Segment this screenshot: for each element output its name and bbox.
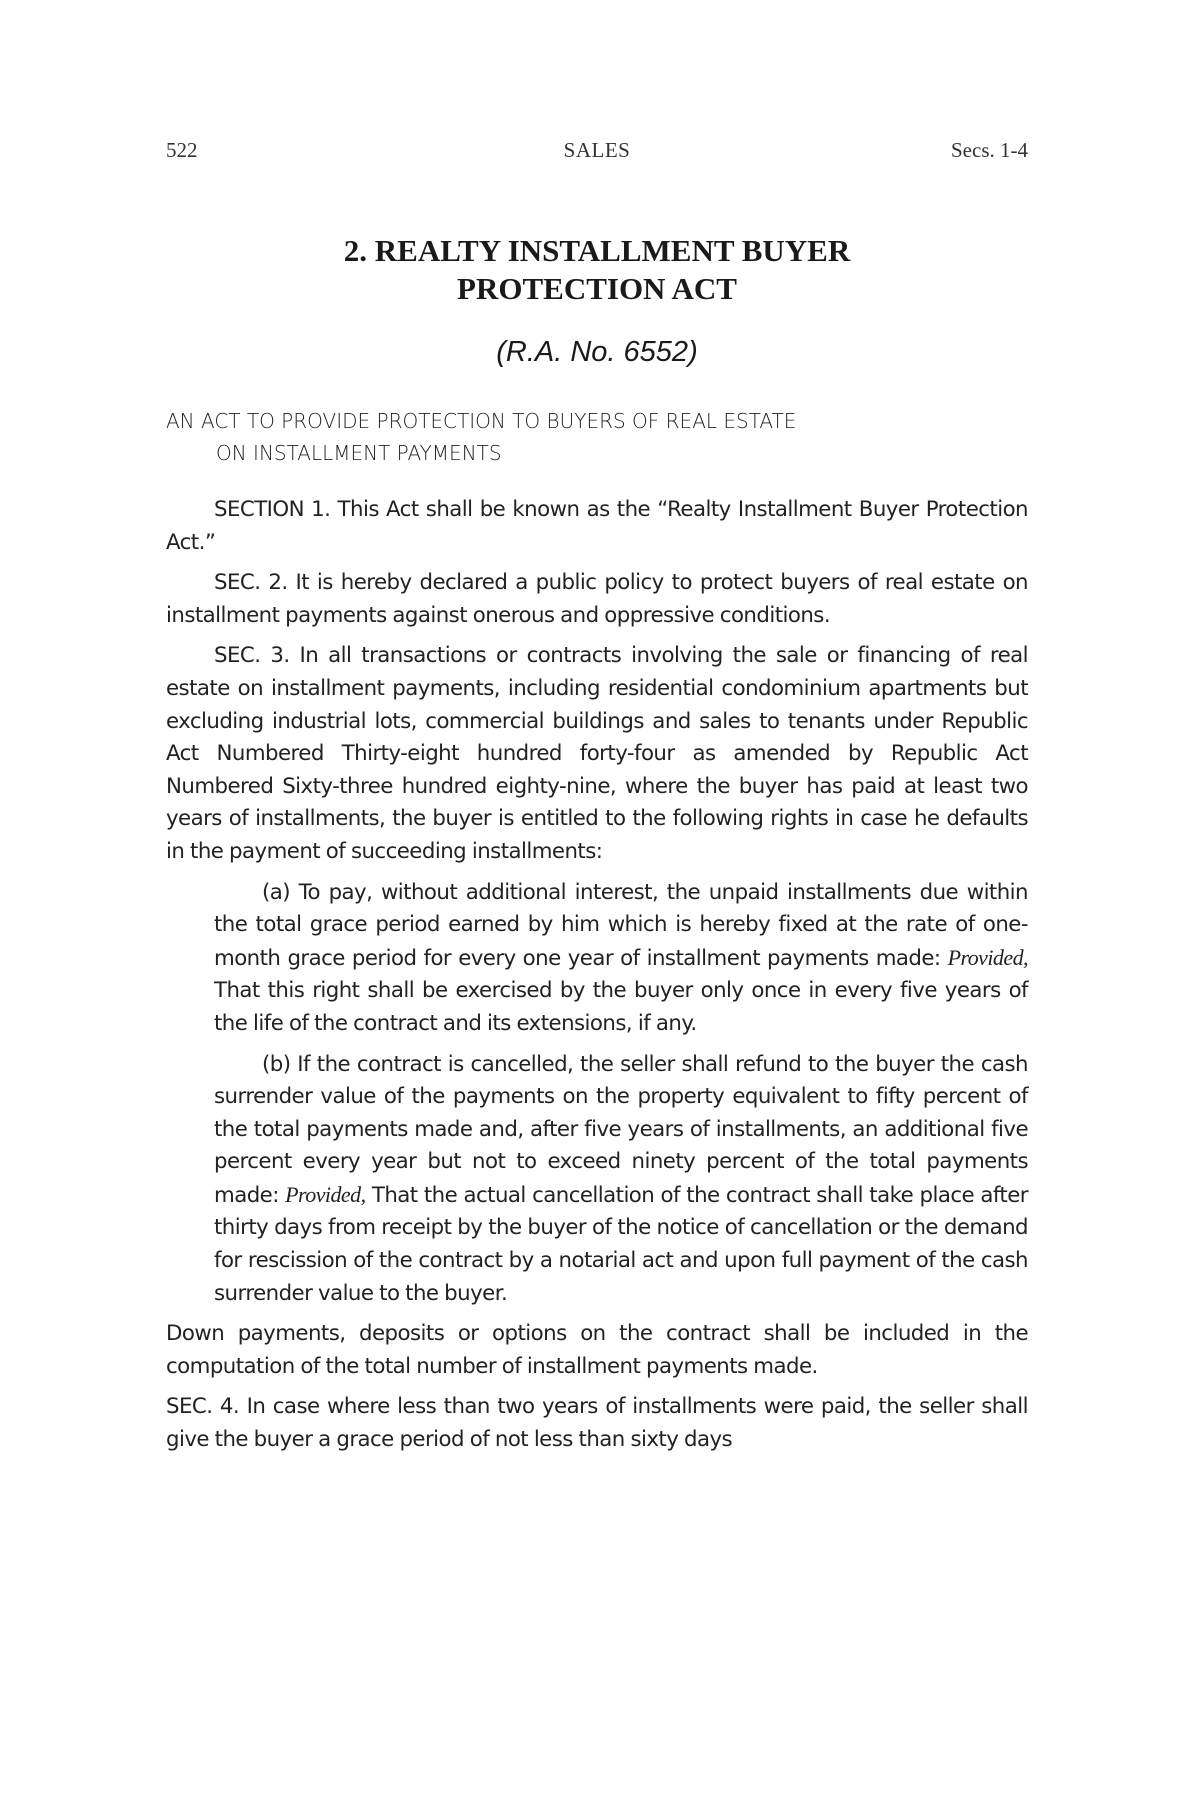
act-subtitle-line-2: ON INSTALLMENT PAYMENTS <box>216 441 502 465</box>
section-1: SECTION 1. This Act shall be known as the “Realty Installment Buyer Protection Act.” <box>166 497 1028 555</box>
section-3a-provided: Provided, <box>947 944 1028 970</box>
act-subtitle-line-1: AN ACT TO PROVIDE PROTECTION TO BUYERS OF REAL ESTATE <box>166 409 797 433</box>
section-3b-text-1: (b) If the contract is cancelled, the seller shall refund to the buyer the cash surrender value of the payments on the property equivalent to fifty percent of the total payments made and, after five years of installments, an additional five percent every year but not to exceed ninety percent of the total payments made: <box>214 1051 1028 1208</box>
act-title <box>166 232 1028 308</box>
section-4: SEC. 4. In case where less than two years of installments were paid, the seller shall give the buyer a grace period of not less than sixty days <box>166 1394 1028 1453</box>
section-3: SEC. 3. In all transactions or contracts involving the sale or financing of real estate on installment payments, including residential condominium apartments but excluding industrial lots, commercial buildings and sales to tenants under Republic Act Numbered Thirty-eight hundred forty-four as amended by Republic Act Numbered Sixty-three hundred eighty-nine, where the buyer has paid at least two years of installments, the buyer is entitled to the following rights in case he defaults in the payment of succeeding installments: <box>166 643 1028 864</box>
act-title-line-2: PROTECTION ACT <box>457 271 737 306</box>
running-head-title: SALES <box>563 138 631 162</box>
page-number: 522 <box>166 138 198 162</box>
section-3b-text-2: That the actual cancellation of the contract shall take place after thirty days from receipt by the buyer of the notice of cancellation or the demand for rescission of the contract by a notarial act and upon full payment of the cash surrender value to the buyer. <box>214 1182 1028 1306</box>
act-title-line-1: 2. REALTY INSTALLMENT BUYER <box>343 233 851 268</box>
section-3-paragraph-a <box>214 877 1028 1041</box>
section-range: Secs. 1-4 <box>951 138 1028 162</box>
section-3b-provided: Provided, <box>285 1181 366 1207</box>
act-subtitle <box>166 405 1028 469</box>
section-3-paragraph-b <box>214 1049 1028 1311</box>
section-2: SEC. 2. It is hereby declared a public policy to protect buyers of real estate on installment payments against onerous and oppressive conditions. <box>166 570 1028 628</box>
section-3a-text-1: (a) To pay, without additional interest, the unpaid installments due within the total grace period earned by him which is hereby fixed at the rate of one-month grace period for every one year of installment payments made: <box>214 879 1028 971</box>
act-body <box>166 494 1028 1457</box>
document-page <box>166 0 1028 1800</box>
down-payments-paragraph: Down payments, deposits or options on the contract shall be included in the computation of the total number of installment payments made. <box>166 1321 1028 1379</box>
running-head <box>166 138 1028 168</box>
section-3a-text-2: That this right shall be exercised by the buyer only once in every five years of the life of the contract and its extensions, if any. <box>214 978 1028 1036</box>
republic-act-number: (R.A. No. 6552) <box>496 336 698 368</box>
